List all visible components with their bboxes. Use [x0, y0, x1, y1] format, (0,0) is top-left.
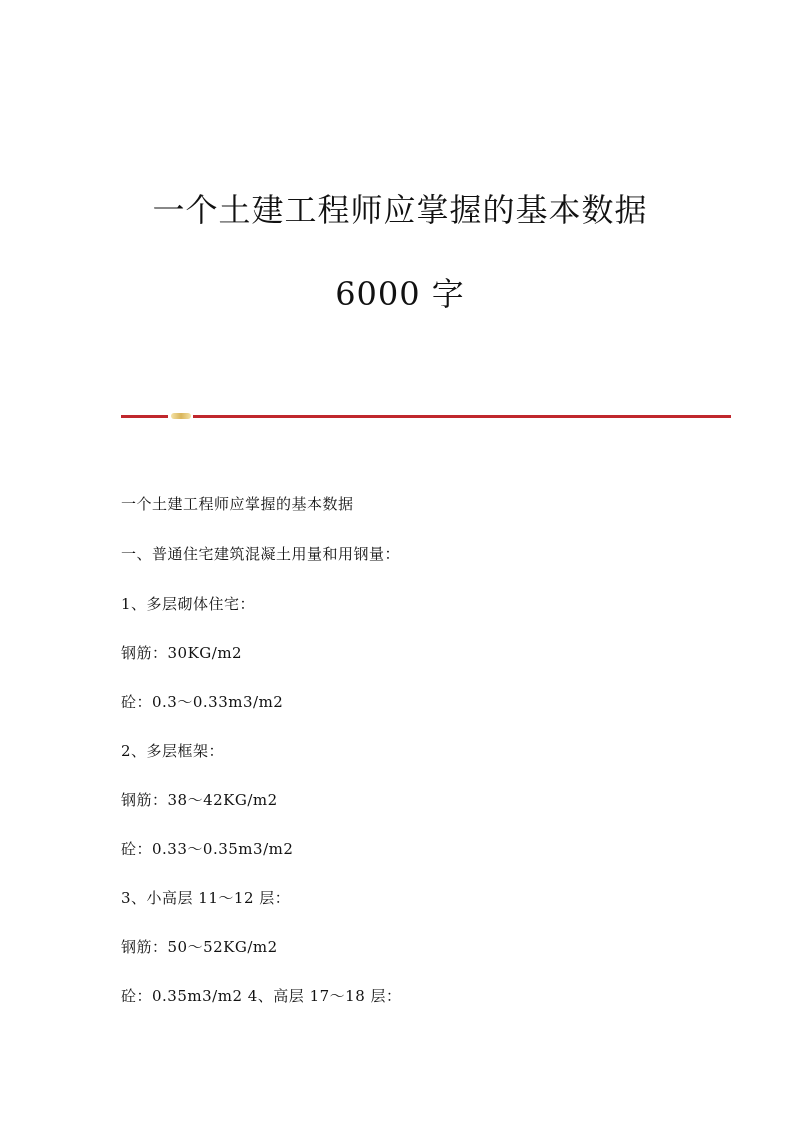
- title-divider: [121, 413, 731, 419]
- body-paragraph: 钢筋：38～42KG/m2: [121, 791, 278, 809]
- body-heading: 一个土建工程师应掌握的基本数据: [121, 495, 354, 513]
- divider-ornament-icon: [171, 413, 191, 419]
- subsection-heading: 3、小高层 11～12 层：: [121, 889, 291, 907]
- section-heading: 一、普通住宅建筑混凝土用量和用钢量：: [121, 545, 401, 563]
- body-paragraph: 砼：0.3～0.33m3/m2: [121, 693, 284, 711]
- document-subtitle: 6000 字: [335, 275, 465, 313]
- body-paragraph: 钢筋：50～52KG/m2: [121, 938, 278, 956]
- body-paragraph: 砼：0.33～0.35m3/m2: [121, 840, 294, 858]
- body-paragraph: 钢筋：30KG/m2: [121, 644, 243, 662]
- body-paragraph: 砼：0.35m3/m2 4、高层 17～18 层：: [121, 987, 402, 1005]
- subsection-heading: 2、多层框架：: [121, 742, 225, 760]
- document-title: 一个土建工程师应掌握的基本数据: [152, 191, 648, 229]
- divider-bar-left: [121, 415, 168, 418]
- divider-bar-right: [193, 415, 731, 418]
- subsection-heading: 1、多层砌体住宅：: [121, 595, 256, 613]
